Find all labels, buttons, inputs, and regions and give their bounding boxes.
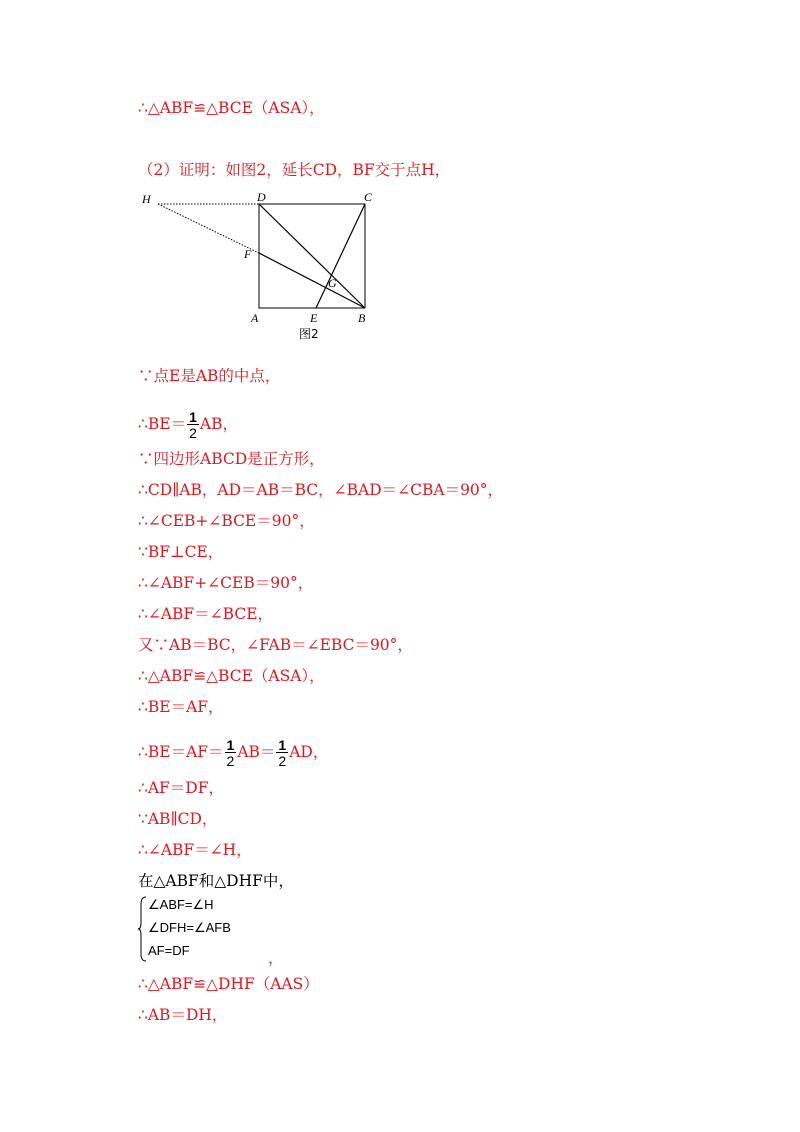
label-g: G (328, 276, 337, 290)
fraction-half: $\frac{1}{2}$ (189, 409, 197, 441)
line-18: 在△ABF和△DHF中， (138, 872, 294, 890)
label-b: B (358, 311, 366, 325)
figure-caption: 图2 (299, 327, 319, 341)
line-10: ∴∠ABF＝∠BCE， (138, 605, 274, 623)
segment-db (259, 204, 365, 308)
label-c: C (364, 190, 373, 204)
system-row-2: ∠DFH=∠AFB (148, 920, 231, 935)
line-12: ∴△ABF≌△BCE（ASA）， (138, 667, 325, 685)
line-2: （2）证明：如图2，延长CD，BF交于点H， (138, 161, 451, 179)
line-20: ∴AB＝DH， (138, 1006, 228, 1024)
equation-system (138, 896, 278, 964)
line-3: ∵点E是AB的中点， (138, 367, 281, 385)
line-13: ∴BE＝AF， (138, 698, 224, 716)
line-14: ∴BE＝AF＝ $\frac{1}{2}$ AB＝ $\frac{1}{2}$ AD， (138, 737, 329, 769)
geometry-figure (136, 186, 386, 346)
label-a: A (251, 311, 259, 325)
line-8: ∵BF⊥CE， (138, 543, 224, 561)
line-16: ∵AB∥CD， (138, 810, 218, 828)
line-17: ∴∠ABF＝∠H， (138, 841, 252, 859)
segment-ce (316, 204, 365, 308)
line-9: ∴∠ABF+∠CEB＝90°， (138, 574, 314, 592)
system-row-3: AF=DF (148, 943, 190, 958)
label-d: D (257, 190, 266, 204)
label-f: F (244, 247, 252, 261)
system-trailing-comma: ， (268, 949, 284, 967)
label-e: E (310, 311, 318, 325)
line-15: ∴AF＝DF， (138, 779, 224, 797)
line-4: ∴BE＝ $\frac{1}{2}$ AB， (138, 409, 238, 441)
left-brace (138, 896, 148, 962)
line-11: 又∵AB＝BC，∠FAB＝∠EBC＝90°， (138, 636, 413, 654)
system-row-1: ∠ABF=∠H (148, 897, 214, 912)
line-7: ∴∠CEB+∠BCE＝90°， (138, 512, 315, 530)
line-1: ∴△ABF≌△BCE（ASA）， (138, 99, 325, 117)
line-5: ∵四边形ABCD是正方形， (138, 450, 325, 468)
segment-fb (259, 253, 365, 308)
line-6: ∴CD∥AB，AD＝AB＝BC，∠BAD＝∠CBA＝90°， (138, 481, 504, 499)
line-19: ∴△ABF≌△DHF（AAS） (138, 975, 319, 993)
dotted-hf (158, 204, 259, 253)
label-h: H (142, 192, 151, 206)
fraction-half-2: $\frac{1}{2}$ (278, 737, 287, 769)
fraction-half-1: $\frac{1}{2}$ (226, 737, 235, 769)
